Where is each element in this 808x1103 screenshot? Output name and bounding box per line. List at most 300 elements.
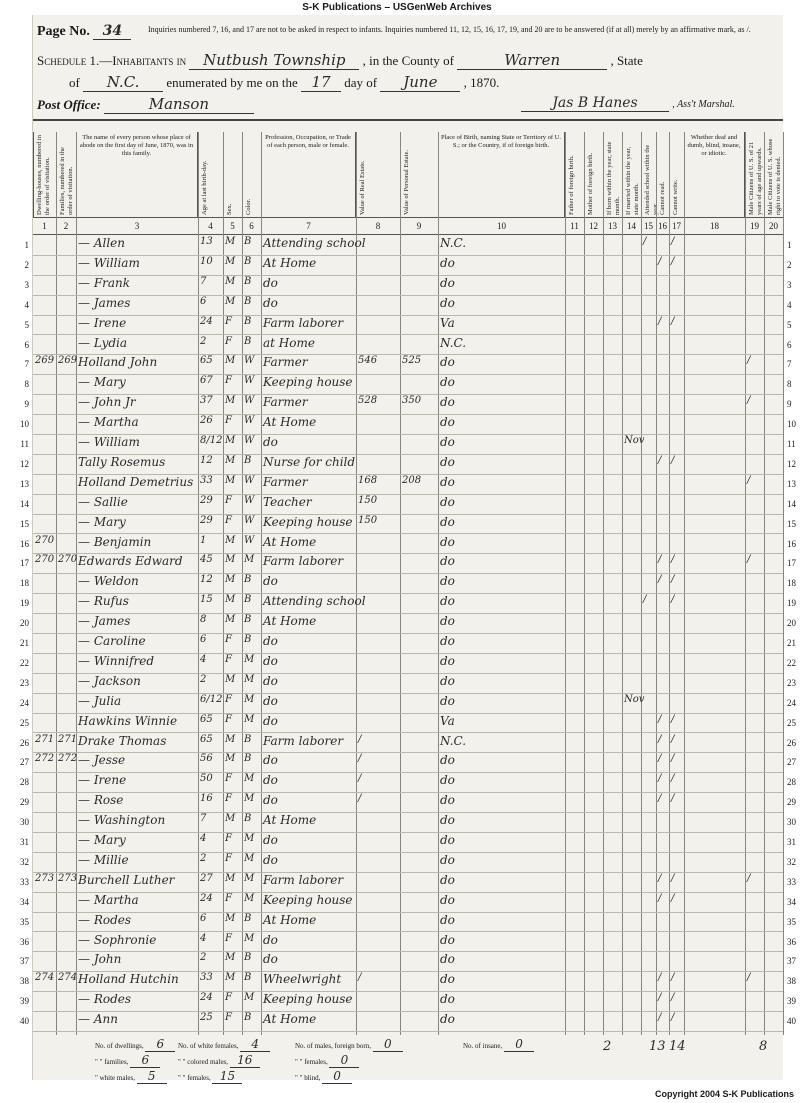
cell-occupation: do bbox=[263, 773, 278, 788]
cell-birthplace: do bbox=[440, 275, 455, 290]
cell-age: 50 bbox=[200, 773, 213, 785]
colored-females-value: 15 bbox=[212, 1069, 242, 1084]
cell-dwelling-no: 270 bbox=[35, 534, 55, 546]
cell-sex: F bbox=[225, 335, 232, 347]
column-number-8: 8 bbox=[375, 221, 381, 231]
row-number-right: 8 bbox=[787, 379, 792, 390]
table-row bbox=[20, 553, 796, 574]
column-header-3: The name of every person whose place of abode on the first day of June, 1870, was in this family. bbox=[76, 132, 198, 217]
cell-color: W bbox=[244, 375, 255, 387]
column-number-19: 19 bbox=[750, 221, 759, 231]
cell-sex: F bbox=[225, 852, 232, 864]
table-row bbox=[20, 474, 796, 495]
column-number-18: 18 bbox=[710, 221, 719, 231]
row-number: 38 bbox=[20, 976, 29, 987]
cell-occupation: Teacher bbox=[263, 494, 312, 509]
cell-age: 65 bbox=[200, 713, 213, 725]
cell-sex: F bbox=[225, 992, 232, 1004]
cell-cannot-read: / bbox=[658, 574, 662, 586]
cell-age: 37 bbox=[200, 395, 213, 407]
row-number-right: 2 bbox=[787, 259, 792, 270]
cell-occupation: do bbox=[263, 693, 278, 708]
township-value: Nutbush Township bbox=[189, 51, 359, 70]
row-number-right: 24 bbox=[787, 697, 796, 708]
cell-person-name: — William bbox=[78, 255, 140, 270]
cell-person-name: — Martha bbox=[78, 892, 139, 907]
cell-cannot-read: / bbox=[658, 255, 662, 267]
cell-birthplace: do bbox=[440, 454, 455, 469]
families-value: 6 bbox=[130, 1053, 160, 1068]
cell-person-name: — William bbox=[78, 435, 140, 449]
cell-occupation: Attending school bbox=[263, 594, 366, 609]
cell-occupation: At Home bbox=[263, 813, 317, 828]
cell-person-name: — Rose bbox=[78, 793, 124, 808]
cell-occupation: Keeping house bbox=[263, 375, 353, 390]
cell-married-month: Nov bbox=[624, 435, 645, 446]
cell-person-name: — John bbox=[78, 952, 122, 967]
column-header-14: If married within the year, state month. bbox=[622, 132, 641, 217]
cell-color: M bbox=[244, 693, 255, 705]
cell-occupation: do bbox=[263, 952, 278, 967]
cell-age: 16 bbox=[200, 793, 213, 805]
cell-real-estate: 528 bbox=[358, 395, 378, 407]
row-number-right: 3 bbox=[787, 279, 792, 290]
cell-birthplace: do bbox=[440, 912, 455, 927]
row-number-right: 17 bbox=[787, 558, 796, 569]
cell-person-name: — Julia bbox=[78, 693, 122, 708]
cell-occupation: do bbox=[263, 295, 278, 310]
cell-age: 13 bbox=[200, 236, 213, 247]
cell-dwelling-no: 270 bbox=[35, 554, 55, 566]
cell-birthplace: do bbox=[440, 614, 455, 629]
white-males-value: 5 bbox=[137, 1069, 167, 1084]
cell-dwelling-no: 271 bbox=[35, 733, 55, 745]
of-label: of bbox=[69, 75, 80, 90]
column-header-10: Place of Birth, naming State or Territory of U. S.; or the Country, if of foreign birth. bbox=[438, 132, 565, 217]
cell-person-name: Holland John bbox=[78, 355, 158, 370]
row-number-right: 33 bbox=[787, 876, 796, 887]
cell-birthplace: do bbox=[440, 1012, 455, 1027]
cell-personal-estate: 350 bbox=[402, 395, 422, 407]
table-row bbox=[20, 932, 796, 953]
row-number: 32 bbox=[20, 856, 29, 867]
row-number-right: 32 bbox=[787, 856, 796, 867]
marshal-line bbox=[521, 95, 735, 112]
row-number: 8 bbox=[24, 379, 29, 390]
row-number-right: 11 bbox=[787, 439, 796, 449]
row-number-right: 6 bbox=[787, 339, 792, 350]
cell-personal-estate: 208 bbox=[402, 474, 422, 486]
totals-col-1: No. of dwellings, 6 " " families, 6 " white males, 5 bbox=[95, 1037, 175, 1085]
row-number: 26 bbox=[20, 737, 29, 748]
cell-age: 6 bbox=[200, 912, 207, 924]
row-number-right: 21 bbox=[787, 638, 796, 648]
tally-col-16: 13 bbox=[649, 1039, 666, 1054]
year-value: , 1870. bbox=[463, 75, 500, 90]
row-number: 27 bbox=[20, 757, 29, 768]
cell-occupation: At Home bbox=[263, 534, 317, 549]
table-row bbox=[20, 454, 796, 475]
cell-age: 6 bbox=[200, 295, 207, 307]
cell-person-name: — Martha bbox=[78, 415, 139, 430]
row-number: 33 bbox=[20, 876, 29, 887]
cell-birthplace: Va bbox=[440, 713, 455, 728]
row-number: 7 bbox=[24, 359, 29, 370]
cell-age: 2 bbox=[200, 852, 207, 864]
cell-birthplace: do bbox=[440, 435, 455, 449]
cell-person-name: — James bbox=[78, 295, 131, 310]
table-row bbox=[20, 434, 796, 455]
column-header-9: Value of Personal Estate. bbox=[400, 132, 438, 217]
cell-birthplace: do bbox=[440, 514, 455, 529]
cell-real-estate: / bbox=[358, 733, 362, 745]
schedule-line bbox=[37, 51, 643, 70]
cell-real-estate: / bbox=[358, 972, 362, 984]
cell-person-name: — Washington bbox=[78, 813, 166, 828]
cell-age: 45 bbox=[200, 554, 213, 566]
cell-birthplace: do bbox=[440, 534, 455, 549]
column-header-4: Age at last birth-day. bbox=[198, 132, 223, 217]
table-row bbox=[20, 951, 796, 972]
cell-color: M bbox=[244, 892, 255, 904]
column-header-5: Sex. bbox=[223, 132, 242, 217]
tally-col-20: 8 bbox=[759, 1039, 768, 1054]
cell-real-estate: 168 bbox=[358, 474, 378, 486]
cell-person-name: — Mary bbox=[78, 833, 126, 847]
cell-person-name: — Rufus bbox=[78, 594, 129, 609]
cell-real-estate: / bbox=[358, 753, 362, 765]
cell-family-no: 274 bbox=[58, 972, 78, 984]
page-value: 34 bbox=[93, 23, 131, 40]
cell-birthplace: N.C. bbox=[440, 236, 467, 250]
cell-color: M bbox=[244, 992, 255, 1004]
cell-sex: F bbox=[225, 892, 232, 904]
row-number: 4 bbox=[24, 299, 29, 310]
row-number: 14 bbox=[20, 498, 29, 509]
column-header-18: Whether deaf and dumb, blind, insane, or idiotic. bbox=[684, 132, 745, 217]
table-row bbox=[24, 235, 792, 256]
cell-sex: F bbox=[225, 514, 232, 526]
cell-sex: M bbox=[225, 753, 236, 765]
cell-color: M bbox=[244, 554, 255, 566]
blind-value: 0 bbox=[322, 1069, 352, 1084]
cell-married-month: Nov bbox=[624, 693, 645, 705]
foreign-males-value: 0 bbox=[373, 1037, 403, 1052]
cell-occupation: do bbox=[263, 673, 278, 688]
cell-color: B bbox=[244, 255, 252, 267]
cell-family-no: 273 bbox=[58, 872, 78, 884]
cell-occupation: Wheelwright bbox=[263, 972, 342, 987]
cell-birthplace: do bbox=[440, 813, 455, 828]
cell-age: 33 bbox=[200, 972, 213, 984]
cell-person-name: — Frank bbox=[78, 275, 131, 290]
cell-person-name: — Irene bbox=[78, 773, 127, 788]
table-row bbox=[20, 733, 796, 754]
row-number: 28 bbox=[20, 777, 29, 788]
cell-cannot-read: / bbox=[658, 733, 662, 745]
cell-age: 15 bbox=[200, 594, 213, 606]
table-row bbox=[20, 971, 796, 992]
cell-color: B bbox=[244, 454, 252, 466]
row-number-right: 14 bbox=[787, 498, 796, 509]
row-number-right: 25 bbox=[787, 717, 796, 728]
cell-sex: M bbox=[225, 454, 236, 466]
cell-birthplace: do bbox=[440, 494, 455, 509]
cell-sex: M bbox=[225, 554, 236, 566]
row-number-right: 29 bbox=[787, 797, 796, 808]
cell-occupation: do bbox=[263, 574, 278, 589]
county-value: Warren bbox=[457, 51, 607, 70]
cell-real-estate: / bbox=[358, 773, 362, 785]
cell-family-no: 271 bbox=[58, 733, 78, 745]
cell-occupation: do bbox=[263, 833, 278, 847]
row-number-right: 7 bbox=[787, 359, 792, 370]
row-number: 15 bbox=[20, 518, 29, 529]
cell-cannot-write: / bbox=[671, 733, 675, 745]
cell-dwelling-no: 272 bbox=[35, 753, 55, 765]
table-row bbox=[24, 394, 792, 415]
cell-age: 2 bbox=[200, 952, 207, 964]
cell-occupation: Farmer bbox=[263, 395, 308, 410]
table-row bbox=[20, 872, 796, 893]
cell-family-no: 272 bbox=[58, 753, 78, 765]
cell-birthplace: do bbox=[440, 693, 455, 708]
state-value: N.C. bbox=[83, 73, 163, 92]
cell-sex: M bbox=[225, 733, 236, 745]
cell-person-name: — Benjamin bbox=[78, 534, 152, 549]
row-number: 37 bbox=[20, 956, 29, 967]
cell-person-name: Holland Demetrius bbox=[78, 474, 194, 489]
cell-birthplace: do bbox=[440, 952, 455, 967]
cell-birthplace: do bbox=[440, 992, 455, 1007]
cell-attended-school: / bbox=[643, 594, 647, 606]
instructions-note: Inquiries numbered 7, 16, and 17 are not to be asked in respect to infants. Inquiries numbered 11, 12, 15, 16, 17, 19, and 20 are to be answered (if at all) merely by an affirmative mark, as /. bbox=[148, 25, 751, 34]
cell-birthplace: do bbox=[440, 594, 455, 609]
row-number: 19 bbox=[20, 598, 29, 609]
cell-cannot-read: / bbox=[658, 554, 662, 566]
cell-cannot-write: / bbox=[671, 753, 675, 765]
column-number-1: 1 bbox=[42, 221, 47, 231]
totals-col-4: No. of insane, 0 bbox=[463, 1037, 534, 1052]
cell-birthplace: do bbox=[440, 295, 455, 310]
cell-occupation: do bbox=[263, 793, 278, 808]
cell-color: M bbox=[244, 713, 255, 725]
table-row bbox=[24, 335, 792, 356]
census-page bbox=[20, 15, 796, 1083]
cell-color: B bbox=[244, 295, 252, 307]
row-number-right: 22 bbox=[787, 657, 796, 668]
cell-age: 24 bbox=[200, 892, 213, 904]
cell-male-citizen: / bbox=[747, 972, 751, 984]
cell-sex: F bbox=[225, 375, 232, 387]
cell-sex: M bbox=[225, 534, 236, 546]
cell-age: 56 bbox=[200, 753, 213, 765]
column-header-13: If born within the year, state month. bbox=[603, 132, 622, 217]
cell-occupation: Farmer bbox=[263, 474, 308, 489]
cell-birthplace: do bbox=[440, 554, 455, 569]
cell-age: 24 bbox=[200, 315, 213, 327]
column-header-1: Dwelling-houses, numbered in the order of visitation. bbox=[33, 132, 56, 217]
cell-person-name: — Weldon bbox=[78, 574, 139, 589]
cell-cannot-write: / bbox=[671, 793, 675, 805]
row-number-right: 37 bbox=[787, 956, 796, 967]
cell-sex: F bbox=[225, 653, 232, 665]
cell-person-name: — Sophronie bbox=[78, 932, 157, 947]
row-number: 35 bbox=[20, 916, 29, 927]
tally-col-17: 14 bbox=[669, 1039, 686, 1054]
cell-age: 2 bbox=[200, 673, 207, 685]
row-number: 18 bbox=[20, 578, 29, 589]
column-number-15: 15 bbox=[644, 221, 653, 231]
row-number: 34 bbox=[20, 896, 29, 907]
page-totals bbox=[33, 1033, 783, 1083]
cell-birthplace: do bbox=[440, 892, 455, 907]
state-label: , State bbox=[610, 53, 643, 68]
cell-family-no: 270 bbox=[58, 554, 78, 566]
cell-person-name: Tally Rosemus bbox=[78, 454, 166, 469]
cell-color: W bbox=[244, 435, 255, 446]
cell-person-name: — Sallie bbox=[78, 494, 128, 509]
row-number: 29 bbox=[20, 797, 29, 808]
cell-male-citizen: / bbox=[747, 355, 751, 367]
schedule-label: Schedule 1.—Inhabitants in bbox=[37, 53, 187, 68]
row-number: 13 bbox=[20, 478, 29, 489]
cell-cannot-read: / bbox=[658, 992, 662, 1004]
column-number-4: 4 bbox=[208, 221, 213, 231]
cell-color: W bbox=[244, 534, 255, 546]
table-row bbox=[20, 912, 796, 933]
cell-color: B bbox=[244, 335, 252, 347]
row-number: 30 bbox=[20, 817, 29, 828]
row-number: 2 bbox=[24, 259, 29, 270]
cell-cannot-read: / bbox=[658, 773, 662, 785]
cell-male-citizen: / bbox=[747, 872, 751, 884]
cell-sex: M bbox=[225, 355, 236, 367]
post-office-line bbox=[37, 95, 254, 114]
row-number: 36 bbox=[20, 936, 29, 947]
cell-age: 67 bbox=[200, 375, 213, 387]
cell-sex: F bbox=[225, 833, 232, 844]
cell-sex: M bbox=[225, 872, 236, 884]
table-row bbox=[20, 852, 796, 873]
cell-color: M bbox=[244, 833, 255, 844]
cell-real-estate: 546 bbox=[358, 355, 378, 367]
cell-color: M bbox=[244, 852, 255, 864]
cell-sex: F bbox=[225, 315, 232, 327]
row-number: 16 bbox=[20, 538, 29, 549]
cell-age: 65 bbox=[200, 355, 213, 367]
cell-person-name: — Jesse bbox=[78, 753, 126, 768]
cell-color: B bbox=[244, 594, 252, 606]
table-row bbox=[20, 792, 796, 813]
column-number-10: 10 bbox=[497, 221, 506, 231]
cell-cannot-write: / bbox=[671, 236, 675, 247]
cell-sex: M bbox=[225, 435, 236, 446]
cell-person-name: Drake Thomas bbox=[78, 733, 167, 748]
cell-person-name: Edwards Edward bbox=[78, 554, 183, 569]
cell-sex: M bbox=[225, 474, 236, 486]
cell-cannot-write: / bbox=[671, 315, 675, 327]
cell-color: B bbox=[244, 574, 252, 586]
table-row bbox=[20, 772, 796, 793]
table-row bbox=[20, 653, 796, 674]
cell-color: W bbox=[244, 514, 255, 526]
row-number: 9 bbox=[24, 399, 29, 410]
row-number-right: 9 bbox=[787, 399, 792, 410]
colored-males-value: 16 bbox=[230, 1053, 260, 1068]
cell-sex: F bbox=[225, 494, 232, 506]
table-row bbox=[20, 673, 796, 694]
row-number-right: 19 bbox=[787, 598, 796, 609]
cell-color: W bbox=[244, 474, 255, 486]
cell-color: B bbox=[244, 315, 252, 327]
cell-occupation: At Home bbox=[263, 255, 317, 270]
cell-occupation: At Home bbox=[263, 614, 317, 629]
cell-color: B bbox=[244, 813, 252, 825]
cell-birthplace: do bbox=[440, 255, 455, 270]
day-of-label: day of bbox=[344, 75, 378, 90]
cell-color: M bbox=[244, 673, 255, 685]
cell-sex: M bbox=[225, 255, 236, 267]
cell-sex: F bbox=[225, 693, 232, 705]
cell-person-name: — Millie bbox=[78, 852, 129, 867]
cell-person-name: — Jackson bbox=[78, 673, 141, 688]
cell-age: 29 bbox=[200, 514, 213, 526]
column-header-11: Father of foreign birth. bbox=[565, 132, 584, 217]
cell-cannot-read: / bbox=[658, 1012, 662, 1024]
cell-occupation: do bbox=[263, 753, 278, 768]
cell-birthplace: do bbox=[440, 773, 455, 788]
cell-cannot-read: / bbox=[658, 892, 662, 904]
cell-age: 12 bbox=[200, 574, 213, 586]
cell-occupation: do bbox=[263, 275, 278, 290]
cell-person-name: — Ann bbox=[78, 1012, 118, 1027]
cell-birthplace: do bbox=[440, 574, 455, 589]
cell-person-name: — Rodes bbox=[78, 992, 132, 1007]
cell-birthplace: do bbox=[440, 793, 455, 808]
cell-age: 4 bbox=[200, 833, 207, 844]
cell-age: 25 bbox=[200, 1012, 213, 1024]
dwellings-value: 6 bbox=[145, 1037, 175, 1052]
cell-cannot-write: / bbox=[671, 773, 675, 785]
column-number-row bbox=[33, 217, 783, 235]
archive-banner: S-K Publications – USGenWeb Archives bbox=[302, 2, 492, 13]
cell-dwelling-no: 273 bbox=[35, 872, 55, 884]
cell-person-name: — Mary bbox=[78, 514, 126, 529]
marshal-label: , Ass't Marshal. bbox=[672, 99, 735, 110]
cell-dwelling-no: 274 bbox=[35, 972, 55, 984]
row-number: 24 bbox=[20, 697, 29, 708]
row-number-right: 18 bbox=[787, 578, 796, 589]
column-number-9: 9 bbox=[416, 221, 422, 231]
column-header-17: Cannot write. bbox=[669, 132, 684, 217]
cell-sex: M bbox=[225, 275, 236, 287]
row-number-right: 36 bbox=[787, 936, 796, 947]
cell-real-estate: 150 bbox=[358, 494, 378, 506]
row-number-right: 1 bbox=[787, 240, 792, 250]
column-number-17: 17 bbox=[672, 221, 681, 231]
cell-cannot-write: / bbox=[671, 554, 675, 566]
row-number-right: 12 bbox=[787, 458, 796, 469]
cell-person-name: — Rodes bbox=[78, 912, 132, 927]
enumerated-label: enumerated by me on the bbox=[166, 75, 298, 90]
row-number: 23 bbox=[20, 677, 29, 688]
cell-age: 24 bbox=[200, 992, 213, 1004]
cell-person-name: Burchell Luther bbox=[78, 872, 175, 887]
table-row bbox=[20, 633, 796, 654]
cell-birthplace: do bbox=[440, 833, 455, 847]
cell-person-name: Hawkins Winnie bbox=[78, 713, 178, 728]
